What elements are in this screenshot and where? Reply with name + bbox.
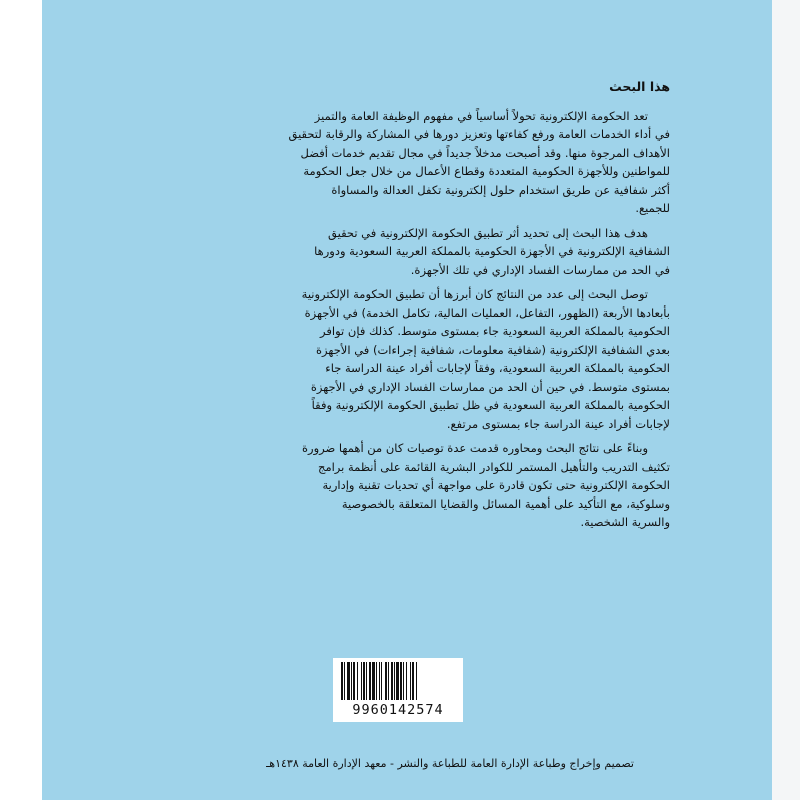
barcode-bar (379, 662, 380, 700)
barcode-bar (357, 662, 358, 700)
abstract-text (112, 78, 670, 538)
paragraph (112, 224, 670, 280)
barcode-bar (363, 662, 365, 700)
paragraph (112, 439, 670, 532)
barcode (333, 658, 463, 722)
barcode-bar (353, 662, 355, 700)
barcode-bar (388, 662, 389, 700)
paragraph-line: الحكومية بالمملكة العربية السعودية في ظل تطبيق الحكومة الإلكترونية وفقاً (311, 398, 670, 412)
barcode-bar (403, 662, 404, 700)
barcode-bar (400, 662, 402, 700)
paragraph-line: في أداء الخدمات العامة ورفع كفاءتها وتعزيز دورها في المشاركة والرقابة لتحقيق (288, 127, 670, 141)
paragraph-line: وبناءً على نتائج البحث ومحاوره قدمت عدة توصيات كان من أهمها ضرورة (302, 441, 648, 455)
barcode-bar (347, 662, 350, 700)
paragraph-line: توصل البحث إلى عدد من النتائج كان أبرزها أن تطبيق الحكومة الإلكترونية (301, 287, 648, 301)
paragraph-line: لإجابات أفراد عينة الدراسة جاء بمستوى مرتفع. (446, 416, 670, 431)
barcode-bar (381, 662, 382, 700)
paragraph-line: أكثر شفافية عن طريق استخدام حلول إلكترونية تكفل العدالة والمساواة (331, 182, 670, 197)
paragraph-line: للجميع. (635, 201, 670, 215)
barcode-bar (351, 662, 352, 700)
page-edge (772, 0, 800, 800)
barcode-bar (412, 662, 414, 700)
paragraphs (112, 107, 670, 532)
barcode-bar (366, 662, 367, 700)
barcode-bar (410, 662, 411, 700)
paragraph-line: بأبعادها الأربعة (الظهور، التفاعل، العمليات المالية، تكامل الخدمة) في الأجهزة (304, 305, 670, 320)
barcode-icon (339, 662, 457, 700)
paragraph-line: الحكومية بالمملكة العربية السعودية جاء بمستوى متوسط. كذلك فإن توافر (320, 324, 670, 338)
paragraph-line: الحكومة الإلكترونية حتى تكون قادرة على مواجهة أي تحديات تقنية وإدارية (322, 478, 670, 492)
paragraph-line: والسرية الشخصية. (580, 515, 670, 529)
paragraph (112, 107, 670, 218)
barcode-bar (394, 662, 395, 700)
barcode-bar (416, 662, 417, 700)
paragraph-line: للمواطنين وللأجهزة الحكومية المتعددة وقطاع الأعمال من خلال جعل الحكومة (303, 164, 670, 178)
paragraph-line: تعد الحكومة الإلكترونية تحولاً أساسياً في مفهوم الوظيفة العامة والتميز (314, 108, 648, 123)
barcode-bar (406, 662, 407, 700)
publisher-footer: تصميم وإخراج وطباعة الإدارة العامة للطباعة والنشر - معهد الإدارة العامة ١٤٣٨هـ (266, 757, 634, 770)
barcode-bar (369, 662, 371, 700)
barcode-bar (372, 662, 375, 700)
barcode-bar (385, 662, 387, 700)
paragraph (112, 285, 670, 433)
barcode-bar (391, 662, 393, 700)
paragraph-line: الشفافية الإلكترونية في الأجهزة الحكومية بالمملكة العربية السعودية ودورها (314, 244, 670, 258)
barcode-bar (341, 662, 343, 700)
barcode-bar (396, 662, 399, 700)
paragraph-line: بمستوى متوسط. في حين أن الحد من ممارسات الفساد الإداري في الأجهزة (310, 379, 670, 394)
paragraph-line: الحكومية بالمملكة العربية السعودية، وفقاً لإجابات أفراد عينة الدراسة جاء (325, 361, 670, 375)
barcode-bar (376, 662, 377, 700)
barcode-bar (344, 662, 345, 700)
paragraph-line: الأهداف المرجوة منها. وقد أصبحت مدخلاً جديداً في مجال تقديم خدمات أفضل (300, 145, 670, 160)
isbn-number: 9960142574 (352, 702, 444, 718)
barcode-bar (361, 662, 362, 700)
paragraph-line: بعدي الشفافية الإلكترونية (شفافية معلومات، شفافية إجراءات) في الأجهزة (316, 342, 670, 357)
section-heading: هذا البحث (609, 79, 670, 94)
paragraph-line: وسلوكية، مع التأكيد على أهمية المسائل والقضايا المتعلقة بالخصوصية (341, 496, 670, 511)
paragraph-line: تكثيف التدريب والتأهيل المستمر للكوادر البشرية القائمة على أنظمة برامج (318, 459, 670, 474)
paragraph-line: في الحد من ممارسات الفساد الإداري في تلك الأجهزة. (410, 262, 670, 277)
paragraph-line: هدف هذا البحث إلى تحديد أثر تطبيق الحكومة الإلكترونية في تحقيق (328, 225, 648, 240)
